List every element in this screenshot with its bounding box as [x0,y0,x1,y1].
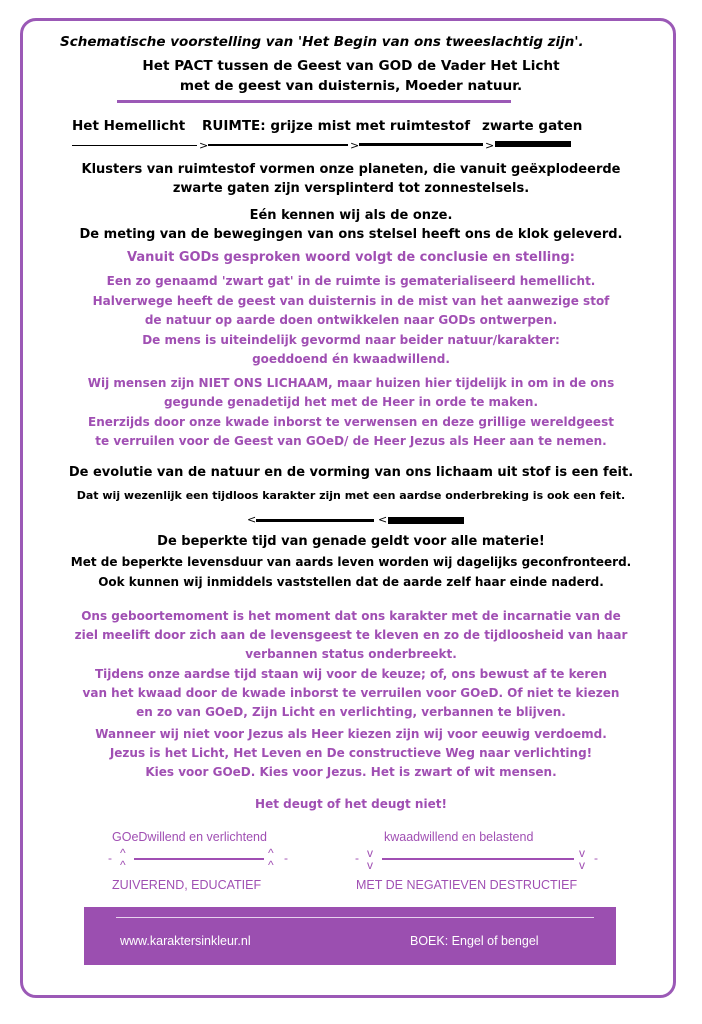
birth-line: ziel meelift door zich aan de levensgeest te kleven en zo de tijdloosheid van haar [74,628,628,642]
timeline-segment-black-hole [495,141,571,147]
limited-line-1: Met de beperkte levensduur van aards leven worden wij dagelijks geconfronteerd. [70,555,632,569]
legend-right-down-icon: v v [579,846,585,872]
reverse-arrow-2-icon: < [378,513,388,526]
timeline-arrow-2-icon: > [350,139,360,152]
legend-right-top: kwaadwillend en belastend [384,830,534,844]
footer-book-title: BOEK: Engel of bengel [410,934,539,948]
timeline-arrow-1-icon: > [199,139,209,152]
legend-right-down-icon: v v [367,846,373,872]
footer-website-link[interactable]: www.karaktersinkleur.nl [120,934,251,948]
legend-left-dash-icon: - [284,851,288,865]
pact-line-2: met de geest van duisternis, Moeder natuur. [179,78,523,94]
timeline-arrow-3-icon: > [485,139,495,152]
birth-line: van het kwaad door de kwade inborst te verruilen voor GOeD. Of niet te kiezen [82,686,620,700]
conclusion-line: te verruilen voor de Geest van GOeD/ de Heer Jezus als Heer aan te nemen. [95,434,607,448]
birth-line: Kies voor GOeD. Kies voor Jezus. Het is zwart of wit mensen. [145,765,557,779]
reverse-segment-black-hole [388,517,464,524]
footer-divider [116,917,594,918]
legend-left-up-icon: ^ ^ [120,846,126,872]
conclusion-line: Wij mensen zijn NIET ONS LICHAAM, maar huizen hier tijdelijk in om in de ons [87,376,615,390]
birth-line: en zo van GOeD, Zijn Licht en verlichting, verbannen te blijven. [136,705,566,719]
legend-right-dash-icon: - [355,851,359,865]
page-title: Schematische voorstelling van 'Het Begin van ons tweeslachtig zijn'. [60,34,584,50]
conclusion-line: De mens is uiteindelijk gevormd naar beider natuur/karakter: [142,333,560,347]
limited-heading: De beperkte tijd van genade geldt voor alle materie! [157,534,545,549]
reverse-segment-thick [256,519,374,522]
conclusion-line: goeddoend én kwaadwillend. [252,352,450,366]
reverse-arrow-1-icon: < [247,513,257,526]
footer-banner [84,907,616,965]
intro-line-1: Klusters van ruimtestof vormen onze planeten, die vanuit geëxplodeerde [81,162,621,177]
conclusion-line: de natuur op aarde doen ontwikkelen naar GODs ontwerpen. [144,313,558,327]
intro-line-4: De meting van de bewegingen van ons stelsel heeft ons de klok geleverd. [79,227,623,242]
legend-left-dash-icon: - [108,851,112,865]
legend-left-bottom: ZUIVEREND, EDUCATIEF [112,878,262,892]
intro-line-2: zwarte gaten zijn versplinterd tot zonnestelsels. [172,181,530,196]
birth-line: verbannen status onderbreekt. [245,647,457,661]
intro-line-3: Eén kennen wij als de onze. [249,208,453,223]
timeline-label-zwarte-gaten: zwarte gaten [482,118,583,134]
legend-left-up-icon: ^ ^ [268,846,274,872]
pact-line-1: Het PACT tussen de Geest van GOD de Vader Het Licht [142,58,560,74]
fact-line-1: De evolutie van de natuur en de vorming van ons lichaam uit stof is een feit. [68,465,634,480]
timeline-segment-thick [359,143,483,146]
birth-line: Jezus is het Licht, Het Leven en De constructieve Weg naar verlichting! [109,746,593,760]
conclusion-heading: Vanuit GODs gesproken woord volgt de conclusie en stelling: [126,250,576,265]
conclusion-line: gegunde genadetijd het met de Heer in orde te maken. [163,395,539,409]
conclusion-line: Halverwege heeft de geest van duisternis in de mist van het aanwezige stof [92,294,610,308]
header-underline [117,100,511,103]
timeline-segment-thin [72,145,197,146]
limited-line-2: Ook kunnen wij inmiddels vaststellen dat de aarde zelf haar einde naderd. [98,575,604,589]
timeline-segment-medium [208,144,348,146]
closing-line: Het deugt of het deugt niet! [255,797,447,811]
legend-right-line [382,858,574,860]
legend-right-dash-icon: - [594,851,598,865]
timeline-label-ruimte: RUIMTE: grijze mist met ruimtestof [202,118,471,134]
birth-line: Ons geboortemoment is het moment dat ons karakter met de incarnatie van de [81,609,621,623]
legend-left-line [134,858,264,860]
conclusion-line: Enerzijds door onze kwade inborst te verwensen en deze grillige wereldgeest [88,415,614,429]
conclusion-line: Een zo genaamd 'zwart gat' in de ruimte is gematerialiseerd hemellicht. [106,274,596,288]
legend-left-top: GOeDwillend en verlichtend [112,830,267,844]
timeline-label-hemellicht: Het Hemellicht [72,118,186,134]
birth-line: Tijdens onze aardse tijd staan wij voor de keuze; of, ons bewust af te keren [94,667,608,681]
birth-line: Wanneer wij niet voor Jezus als Heer kiezen zijn wij voor eeuwig verdoemd. [95,727,607,741]
fact-line-2: Dat wij wezenlijk een tijdloos karakter zijn met een aardse onderbreking is ook een feit. [76,489,626,502]
legend-right-bottom: MET DE NEGATIEVEN DESTRUCTIEF [356,878,578,892]
